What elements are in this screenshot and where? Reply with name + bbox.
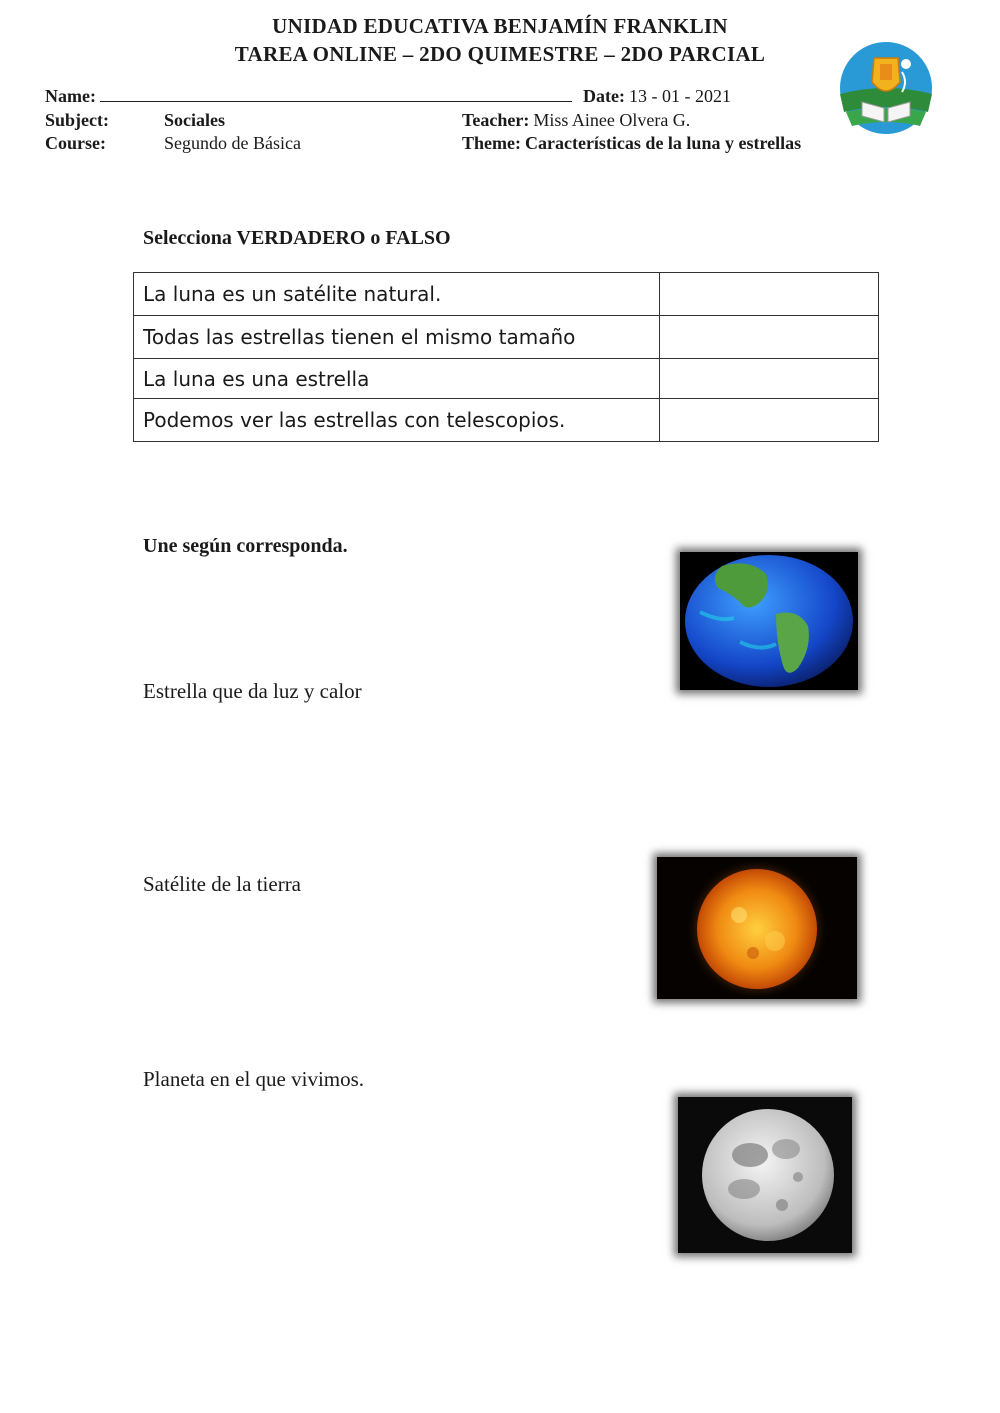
teacher-value: Miss Ainee Olvera G.	[533, 110, 691, 130]
date-value: 13 - 01 - 2021	[628, 86, 731, 106]
true-false-instruction: Selecciona VERDADERO o FALSO	[143, 227, 451, 249]
table-row	[134, 273, 879, 316]
school-name: UNIDAD EDUCATIVA BENJAMÍN FRANKLIN	[272, 14, 728, 38]
statement-cell: Todas las estrellas tienen el mismo tamaño	[134, 316, 660, 359]
name-label: Name:	[45, 86, 96, 106]
subject-value: Sociales	[164, 110, 225, 130]
assignment-subtitle: TAREA ONLINE – 2DO QUIMESTRE – 2DO PARCIAL	[234, 42, 766, 66]
subject-label: Subject:	[45, 110, 109, 130]
answer-cell[interactable]	[660, 316, 879, 359]
earth-image[interactable]	[680, 552, 858, 690]
theme-label: Theme:	[462, 133, 521, 153]
sun-image[interactable]	[657, 857, 857, 999]
true-false-table	[133, 272, 879, 442]
name-blank[interactable]	[100, 87, 572, 102]
statement-cell: Podemos ver las estrellas con telescopios.	[134, 399, 660, 442]
statement-cell: La luna es una estrella	[134, 359, 660, 399]
teacher-row	[462, 110, 690, 131]
answer-cell[interactable]	[660, 359, 879, 399]
table-row	[134, 316, 879, 359]
moon-image[interactable]	[678, 1097, 852, 1253]
course-label: Course:	[45, 133, 106, 153]
date-label: Date:	[583, 86, 625, 106]
course-value: Segundo de Básica	[164, 133, 301, 153]
theme-row	[462, 133, 801, 154]
school-crest-logo	[836, 42, 936, 138]
date-row	[583, 86, 731, 107]
clue-earth[interactable]: Planeta en el que vivimos.	[143, 1067, 365, 1091]
clue-sun[interactable]: Estrella que da luz y calor	[143, 679, 362, 703]
answer-cell[interactable]	[660, 399, 879, 442]
name-row	[45, 86, 572, 107]
table-row	[134, 359, 879, 399]
theme-value: Características de la luna y estrellas	[524, 133, 802, 153]
answer-cell[interactable]	[660, 273, 879, 316]
teacher-label: Teacher:	[462, 110, 530, 130]
matching-instruction: Une según corresponda.	[143, 535, 348, 557]
table-row	[134, 399, 879, 442]
statement-cell: La luna es un satélite natural.	[134, 273, 660, 316]
clue-moon[interactable]: Satélite de la tierra	[143, 872, 302, 896]
